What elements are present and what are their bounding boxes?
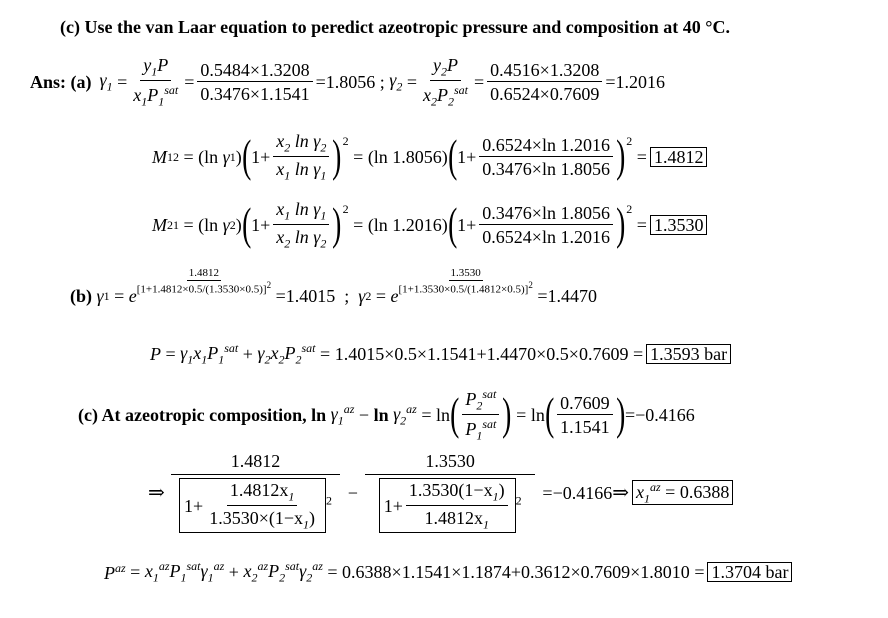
m12-line: M 12 = (ln γ 1 ) ( 1+ $\frac{x_2 \ln \gamma_2}{x_1 \ln \gamma_1}$ ) 2 = (ln 1.8056) ( 1+ $\frac{0.6524\times\ln 1.2016}{0.3476\times\ln 1.8056}$ ) 2 = 1.4812 <box>152 132 707 181</box>
b-exp1: 1.4812 $[1+1.4812\times 0.5/(1.3530\times 0.5)]^2$ <box>136 267 272 296</box>
part-b-line: (b) γ 1 = e 1.4812 $[1+1.4812\times 0.5/(1.3530\times 0.5)]^2$ = 1.4015 ; γ 2 = e 1.3530 $[1+1.3530\times 0.5/(1.4812\times 0.5)]^2$ = 1.4470 <box>70 267 597 306</box>
eq-term2: 1.3530 1+ $\frac{1.3530(1-x_1)}{1.4812x_1}$ $^2$ <box>365 452 535 533</box>
c-value: −0.4166 <box>635 404 695 425</box>
gamma1-numeric-fraction: $\frac{0.5484\times 1.3208}{0.3476\times 1.1541}$ <box>197 61 312 103</box>
gamma2-symbolic-fraction: $\frac{y_2P}{x_2P_2^{sat}}$ <box>423 55 469 109</box>
c-ratio: $\frac{0.7609}{1.1541}$ <box>557 394 613 436</box>
m12-fraction: $\frac{0.6524\times\ln 1.2016}{0.3476\times\ln 1.8056}$ <box>479 136 613 178</box>
p-calc: 1.4015×0.5×1.1541+1.4470×0.5×0.7609 <box>334 343 629 364</box>
m12-lhs: (ln 1.8056) <box>367 146 448 167</box>
c-label: (c) At azeotropic composition, <box>78 404 307 425</box>
b-g2-value: 1.4470 <box>547 285 597 306</box>
gamma1-symbolic-fraction: $\frac{y_1P}{x_1P_1^{sat}}$ <box>133 55 179 109</box>
gamma2-value: 1.2016 <box>615 71 665 92</box>
gamma-line: Ans: (a) $\gamma_1$ = $\frac{y_1P}{x_1P_1^{sat}}$ = $\frac{0.5484\times 1.3208}{0.3476\times 1.1541}$ = 1.8056 ; $\gamma_2$ = $\frac{y_2P}{x_2P_2^{sat}}$ = $\frac{0.4516\times 1.3208}{0.6524\times 0.7609}$ = 1.2016 <box>30 55 665 109</box>
part-c-condition: (c) At azeotropic composition, ln $\gamma_1^{az}$ − ln $\gamma_2^{az}$ = ln ( $\frac{P_2^{sat}}{P_1^{sat}}$ ) = ln ( $\frac{0.7609}{1.1541}$ ) = −0.4166 <box>78 387 695 443</box>
ans-label: Ans: (a) <box>30 71 92 92</box>
eq-term1: 1.4812 1+ $\frac{1.4812x_1}{1.3530\times(1-x_1)}$ $^2$ <box>171 452 341 533</box>
eq-rhs: −0.4166 <box>552 482 613 503</box>
gamma2-numeric-fraction: $\frac{0.4516\times 1.3208}{0.6524\times 0.7609}$ <box>487 61 602 103</box>
paz-line: $P^{az}$ = $x_1^{az}P_1^{sat}\gamma_1^{az}$ + $x_2^{az}P_2^{sat}\gamma_2^{az}$ = 0.6388×1.1541×1.1874+0.3612×0.7609×1.8010 = 1.3704 bar <box>104 560 792 584</box>
gamma1-value: 1.8056 <box>325 71 376 92</box>
m21-value: 1.3530 <box>650 215 708 235</box>
p-value: 1.3593 bar <box>646 344 731 364</box>
m12-value: 1.4812 <box>650 147 708 167</box>
part-c-heading-text: (c) Use the van Laar equation to peredict azeotropic pressure and composition at 40 °C. <box>60 17 730 37</box>
x1-az-box: $x_1^{az} = 0.6388$ <box>632 480 733 506</box>
b-exp2: 1.3530 $[1+1.3530\times 0.5/(1.4812\times 0.5)]^2$ <box>398 267 533 296</box>
az-equation: ⇒ 1.4812 1+ $\frac{1.4812x_1}{1.3530\times(1-x_1)}$ $^2$ − 1.3530 1+ $\frac{1.3530(1-x_1)}{1.4812x_1}$ $^2$ = −0.4166 ⇒ $x_1^{az} = 0.6388$ <box>148 452 733 533</box>
b-g1-value: 1.4015 <box>285 285 336 306</box>
pressure-line: P = $\gamma_1x_1P_1^{sat}$ + $\gamma_2x_2P_2^{sat}$ = 1.4015×0.5×1.1541+1.4470×0.5×0.7609 = 1.3593 bar <box>150 342 731 366</box>
paz-calc: 0.6388×1.1541×1.1874+0.3612×0.7609×1.8010 <box>342 561 690 582</box>
m21-fraction: $\frac{0.3476\times\ln 1.8056}{0.6524\times\ln 1.2016}$ <box>479 204 613 246</box>
m21-line: M 21 = (ln γ 2 ) ( 1+ $\frac{x_1 \ln \gamma_1}{x_2 \ln \gamma_2}$ ) 2 = (ln 1.2016) ( 1+ $\frac{0.3476\times\ln 1.8056}{0.6524\times\ln 1.2016}$ ) 2 = 1.3530 <box>152 200 707 249</box>
b-label: (b) <box>70 285 92 306</box>
paz-value: 1.3704 bar <box>707 562 792 582</box>
m21-lhs: (ln 1.2016) <box>367 214 448 235</box>
part-c-heading <box>60 18 730 36</box>
